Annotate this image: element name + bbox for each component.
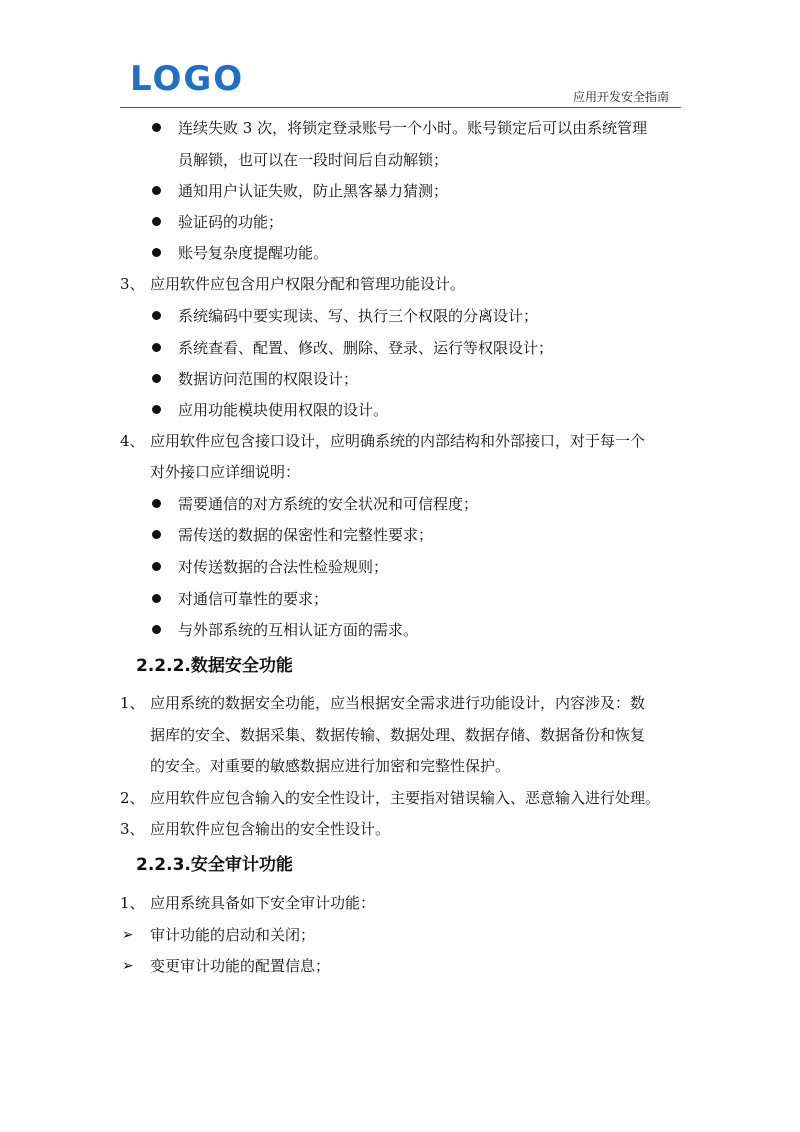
- list-number: 1、: [120, 894, 145, 912]
- bullet-icon: [152, 343, 161, 352]
- bullet-icon: [152, 311, 161, 320]
- bullet-text: 需要通信的对方系统的安全状况和可信程度；: [178, 495, 479, 513]
- bullet-icon: [152, 530, 161, 539]
- bullet-text: 系统编码中要实现读、写、执行三个权限的分离设计；: [178, 307, 539, 325]
- arrow-item-text: 变更审计功能的配置信息；: [150, 957, 331, 975]
- bullet-icon: [152, 405, 161, 414]
- list-number: 1、: [120, 694, 145, 712]
- bullet-text: 对传送数据的合法性检验规则；: [178, 558, 389, 576]
- list-item-text-continued: 的安全。对重要的敏感数据应进行加密和完整性保护。: [150, 757, 511, 775]
- bullet-icon: [152, 562, 161, 571]
- list-item-text: 应用软件应包含输入的安全性设计，主要指对错误输入、恶意输入进行处理。: [150, 789, 661, 807]
- list-item-text: 应用软件应包含输出的安全性设计。: [150, 820, 391, 838]
- bullet-icon: [152, 186, 161, 195]
- bullet-text: 对通信可靠性的要求；: [178, 590, 329, 608]
- bullet-text: 与外部系统的互相认证方面的需求。: [178, 621, 419, 639]
- bullet-text: 通知用户认证失败，防止黑客暴力猜测；: [178, 182, 449, 200]
- list-number: 4、: [120, 432, 145, 450]
- header-divider: [120, 107, 681, 108]
- bullet-icon: [152, 123, 161, 132]
- list-number: 3、: [120, 275, 145, 293]
- list-item-text-continued: 据库的安全、数据采集、数据传输、数据处理、数据存储、数据备份和恢复: [150, 726, 646, 744]
- list-item-text: 应用软件应包含用户权限分配和管理功能设计。: [150, 275, 466, 293]
- bullet-text-continued: 员解锁，也可以在一段时间后自动解锁；: [178, 151, 449, 169]
- arrow-item-text: 审计功能的启动和关闭；: [150, 926, 316, 944]
- bullet-text: 系统查看、配置、修改、删除、登录、运行等权限设计；: [178, 339, 554, 357]
- list-number: 3、: [120, 820, 145, 838]
- logo-text: LOGO: [130, 60, 245, 96]
- section-heading: 2.2.2.数据安全功能: [136, 656, 293, 676]
- logo-mark: [130, 60, 250, 96]
- list-item-text: 应用系统具备如下安全审计功能：: [150, 894, 376, 912]
- list-item-text: 应用软件应包含接口设计，应明确系统的内部结构和外部接口，对于每一个: [150, 432, 646, 450]
- bullet-icon: [152, 374, 161, 383]
- bullet-icon: [152, 625, 161, 634]
- bullet-icon: [152, 499, 161, 508]
- bullet-text: 应用功能模块使用权限的设计。: [178, 401, 389, 419]
- list-item-text: 应用系统的数据安全功能，应当根据安全需求进行功能设计，内容涉及：数: [150, 694, 646, 712]
- list-number: 2、: [120, 789, 145, 807]
- arrow-bullet-icon: ➢: [122, 958, 134, 974]
- list-item-text-continued: 对外接口应详细说明：: [150, 463, 301, 481]
- bullet-icon: [152, 248, 161, 257]
- bullet-text: 连续失败 3 次，将锁定登录账号一个小时。账号锁定后可以由系统管理: [178, 119, 648, 137]
- bullet-text: 数据访问范围的权限设计；: [178, 370, 359, 388]
- bullet-icon: [152, 594, 161, 603]
- document-title: 应用开发安全指南: [572, 90, 669, 104]
- section-heading: 2.2.3.安全审计功能: [136, 855, 293, 875]
- bullet-icon: [152, 217, 161, 226]
- bullet-text: 账号复杂度提醒功能。: [178, 244, 329, 262]
- bullet-text: 需传送的数据的保密性和完整性要求；: [178, 526, 434, 544]
- page-header: [120, 60, 681, 108]
- arrow-bullet-icon: ➢: [122, 927, 134, 943]
- logo: [130, 60, 250, 100]
- bullet-text: 验证码的功能；: [178, 213, 284, 231]
